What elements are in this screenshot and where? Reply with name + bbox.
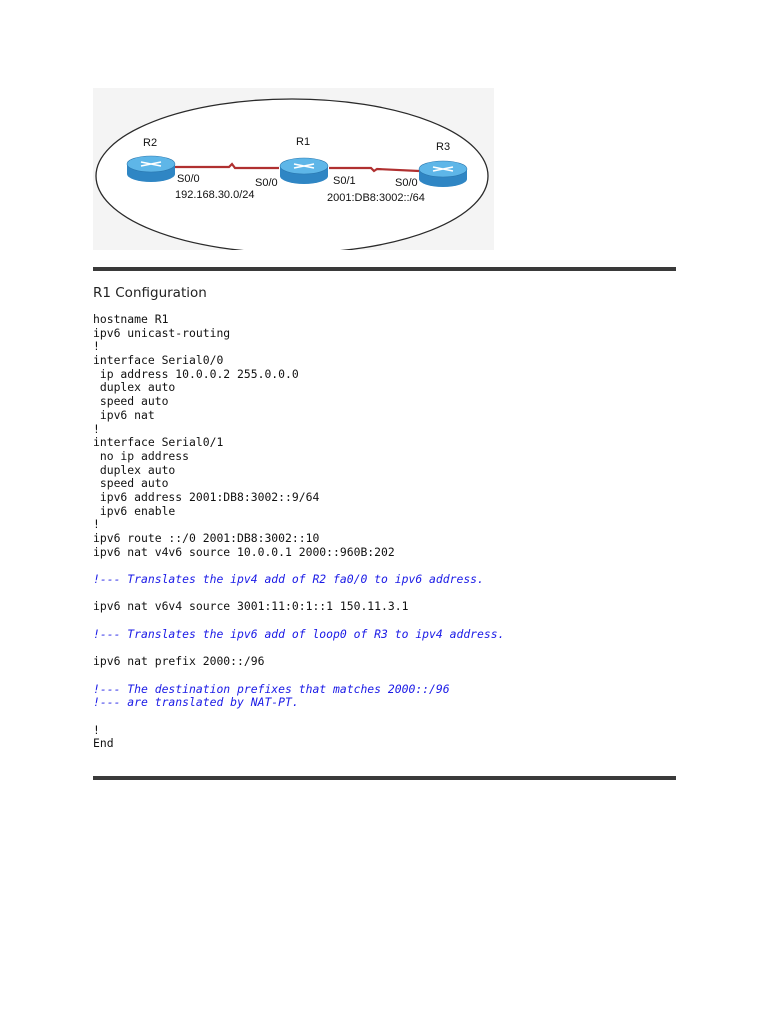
section-title: R1 Configuration <box>93 285 207 301</box>
config-line: ip address 10.0.0.2 255.0.0.0 <box>93 366 299 381</box>
config-line: ipv6 route ::/0 2001:DB8:3002::10 <box>93 531 320 545</box>
config-line: speed auto <box>93 394 169 409</box>
interface-label: S0/0 <box>255 177 278 189</box>
config-comment-line: !--- Translates the ipv6 add of loop0 of R3 to ipv4 address. <box>93 626 505 641</box>
interface-label: S0/1 <box>333 175 356 187</box>
config-line: ipv6 nat prefix 2000::/96 <box>93 654 265 669</box>
config-line: End <box>93 736 114 751</box>
config-line <box>93 614 504 628</box>
config-line: ipv6 nat v6v4 source 3001:11:0:1::1 150.11.3.1 <box>93 599 409 614</box>
router-icon <box>280 158 328 184</box>
config-line <box>93 587 504 601</box>
config-line: duplex auto <box>93 380 176 395</box>
router-label-r3: R3 <box>436 141 451 153</box>
interface-label: S0/0 <box>177 173 200 185</box>
config-line <box>93 559 504 573</box>
config-line: ! <box>93 339 100 354</box>
config-line: hostname R1 <box>93 312 169 326</box>
divider-bottom <box>93 776 676 780</box>
config-line: no ip address <box>93 448 190 463</box>
config-comment-line: !--- The destination prefixes that matches 2000::/96 <box>93 681 450 696</box>
config-line <box>93 710 504 724</box>
router-icon <box>127 156 175 182</box>
config-line: duplex auto <box>93 462 176 477</box>
config-line: speed auto <box>93 476 169 491</box>
config-line: interface Serial0/1 <box>93 435 224 450</box>
config-line: ipv6 nat v4v6 source 10.0.0.1 2000::960B:202 <box>93 544 395 559</box>
config-line: ipv6 enable <box>93 503 176 518</box>
network-label-ipv6: 2001:DB8:3002::/64 <box>327 192 425 204</box>
network-label-ipv4: 192.168.30.0/24 <box>175 189 255 201</box>
router-label-r2: R2 <box>143 137 158 149</box>
config-line <box>93 669 504 683</box>
router-icon <box>419 161 467 187</box>
config-line: ipv6 nat <box>93 407 155 422</box>
interface-label: S0/0 <box>395 177 418 189</box>
config-line <box>93 642 504 656</box>
network-diagram <box>93 88 494 250</box>
config-line: interface Serial0/0 <box>93 353 224 368</box>
config-listing <box>93 313 504 751</box>
config-line: ! <box>93 421 100 436</box>
config-line: ! <box>93 517 100 532</box>
config-comment-line: !--- are translated by NAT-PT. <box>93 695 299 710</box>
divider-top <box>93 267 676 271</box>
config-comment-line: !--- Translates the ipv4 add of R2 fa0/0 to ipv6 address. <box>93 572 484 587</box>
config-line: ! <box>93 722 100 737</box>
router-label-r1: R1 <box>296 136 311 148</box>
config-line: ipv6 address 2001:DB8:3002::9/64 <box>93 489 320 504</box>
config-line: ipv6 unicast-routing <box>93 325 231 340</box>
